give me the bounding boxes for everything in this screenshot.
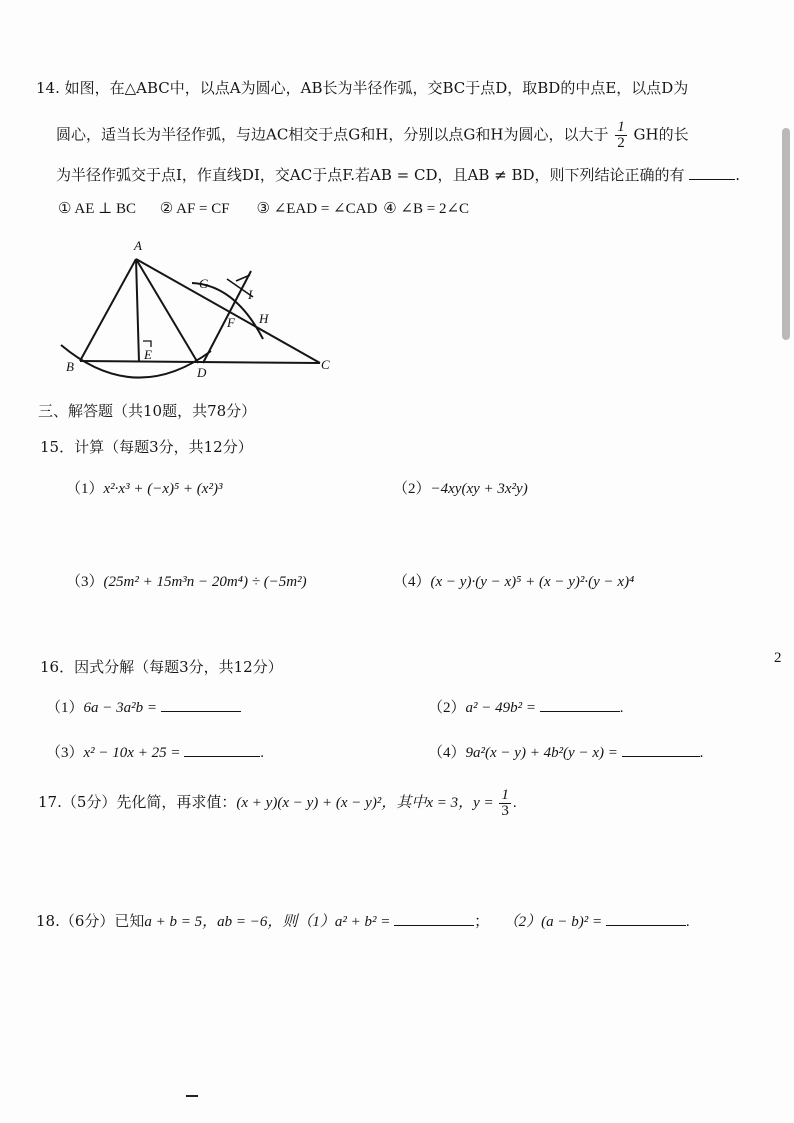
q14-frac-num: 1 xyxy=(617,119,625,135)
q14-text-3-end: . xyxy=(735,166,741,184)
q15-item-3-expr: (25m² + 15m³n − 20m⁴) ÷ (−5m²) xyxy=(103,574,307,590)
q15-item-1-label: （1） xyxy=(66,481,104,497)
q16-item-3-blank[interactable] xyxy=(184,741,260,757)
q14-answer-blank[interactable] xyxy=(689,164,735,180)
q15-item-2 xyxy=(393,479,528,499)
q18-end: . xyxy=(685,914,690,930)
q16-item-2-blank[interactable] xyxy=(540,696,620,712)
q14-frac-den: 2 xyxy=(617,135,625,151)
label-b: B xyxy=(66,359,74,374)
q14-geometry-figure xyxy=(55,235,355,385)
q18-cond: a + b = 5，ab = −6，则（1）a² + b² = xyxy=(144,914,391,930)
q14-line1 xyxy=(36,78,688,98)
q17-expr: (x + y)(x − y) + (x − y)² xyxy=(236,794,382,811)
q14-option-4: ④ ∠B = 2∠C xyxy=(383,201,470,217)
segment-ac xyxy=(136,259,320,363)
q17-fraction xyxy=(499,788,511,819)
label-f: F xyxy=(227,315,235,330)
q16-item-4 xyxy=(428,741,703,763)
q14-text-1: 如图，在△ABC中，以点A为圆心，AB长为半径作弧，交BC于点D，取BD的中点E，以点D为 xyxy=(64,79,689,97)
page-number: 2 xyxy=(774,650,782,666)
section3-title: 三、解答题（共10题，共78分） xyxy=(38,402,257,420)
q17-end: . xyxy=(512,794,517,811)
q16-item-3-end: . xyxy=(260,745,264,761)
label-d: D xyxy=(197,365,207,380)
q16-item-4-expr: 9a²(x − y) + 4b²(y − x) = xyxy=(465,745,618,761)
q18-part2: （2）(a − b)² = xyxy=(511,914,603,930)
q16-item-1-blank[interactable] xyxy=(161,696,241,712)
q17-prefix: 17.（5分）先化简，再求值： xyxy=(38,792,237,811)
q16-item-4-label: （4） xyxy=(428,745,466,761)
q18-part1-blank[interactable] xyxy=(394,910,474,926)
q14-line3 xyxy=(56,164,740,185)
label-i: I xyxy=(248,287,253,302)
q14-option-2: ② AF = CF xyxy=(159,201,230,217)
q14-fraction xyxy=(615,120,627,151)
q16-item-2-expr: a² − 49b² = xyxy=(465,700,537,716)
q15-item-1-expr: x²·x³ + (−x)⁵ + (x²)³ xyxy=(103,481,223,497)
segment-ab xyxy=(80,259,136,361)
segment-bc xyxy=(80,361,320,363)
label-g: G xyxy=(199,276,209,291)
q14-line2 xyxy=(56,120,689,151)
q16-item-1-expr: 6a − 3a²b = xyxy=(83,700,158,716)
q18-prefix: 18.（6分）已知 xyxy=(36,912,145,930)
q14-options xyxy=(58,199,469,219)
q14-option-1: ① AE ⊥ BC xyxy=(58,201,136,217)
q16-item-3-expr: x² − 10x + 25 = xyxy=(83,745,181,761)
q16-item-4-blank[interactable] xyxy=(622,741,700,757)
q17-frac-den: 3 xyxy=(501,803,509,819)
q15-item-4 xyxy=(393,572,634,592)
q18-line xyxy=(36,910,690,932)
q14-option-3: ③ ∠EAD = ∠CAD xyxy=(256,201,378,217)
q18-sep: ； xyxy=(474,914,490,930)
q17-mid: ，其中x = 3，y = xyxy=(381,794,494,811)
q15-item-4-expr: (x − y)·(y − x)⁵ + (x − y)²·(y − x)⁴ xyxy=(430,574,635,590)
q14-number: 14. xyxy=(36,79,60,97)
q14-text-2a: 圆心，适当长为半径作弧，与边AC相交于点G和H，分别以点G和H为圆心，以大于 xyxy=(56,125,609,144)
label-e: E xyxy=(144,347,152,362)
scrollbar[interactable] xyxy=(782,128,790,340)
q15-item-1 xyxy=(66,479,222,499)
q14-text-2b: GH的长 xyxy=(633,125,689,144)
q14-text-3: 为半径作弧交于点I，作直线DI，交AC于点F.若AB = CD，且AB ≠ BD，则下列结论正确的有 xyxy=(56,166,685,184)
label-c: C xyxy=(321,357,330,372)
label-a: A xyxy=(134,238,142,253)
q15-item-3 xyxy=(66,572,307,592)
q16-item-3-label: （3） xyxy=(46,745,84,761)
q15-item-2-expr: −4xy(xy + 3x²y) xyxy=(430,481,528,497)
q16-item-2-label: （2） xyxy=(428,700,466,716)
q15-item-2-label: （2） xyxy=(393,481,431,497)
q16-item-2 xyxy=(428,696,624,718)
q15-item-3-label: （3） xyxy=(66,574,104,590)
q17-frac-num: 1 xyxy=(501,787,509,803)
q16-item-2-end: . xyxy=(619,700,624,716)
q18-part2-blank[interactable] xyxy=(606,910,686,926)
label-h: H xyxy=(259,311,269,326)
q15-title: 15．计算（每题3分，共12分） xyxy=(40,438,253,456)
q15-item-4-label: （4） xyxy=(393,574,431,590)
q16-item-4-end: . xyxy=(699,745,704,761)
q16-item-3 xyxy=(46,741,264,763)
footer-dash xyxy=(186,1095,198,1097)
q16-item-1 xyxy=(46,696,241,718)
q16-title: 16．因式分解（每题3分，共12分） xyxy=(40,658,283,676)
segment-ae xyxy=(136,259,139,362)
q17-line xyxy=(38,788,517,819)
q16-item-1-label: （1） xyxy=(46,700,84,716)
